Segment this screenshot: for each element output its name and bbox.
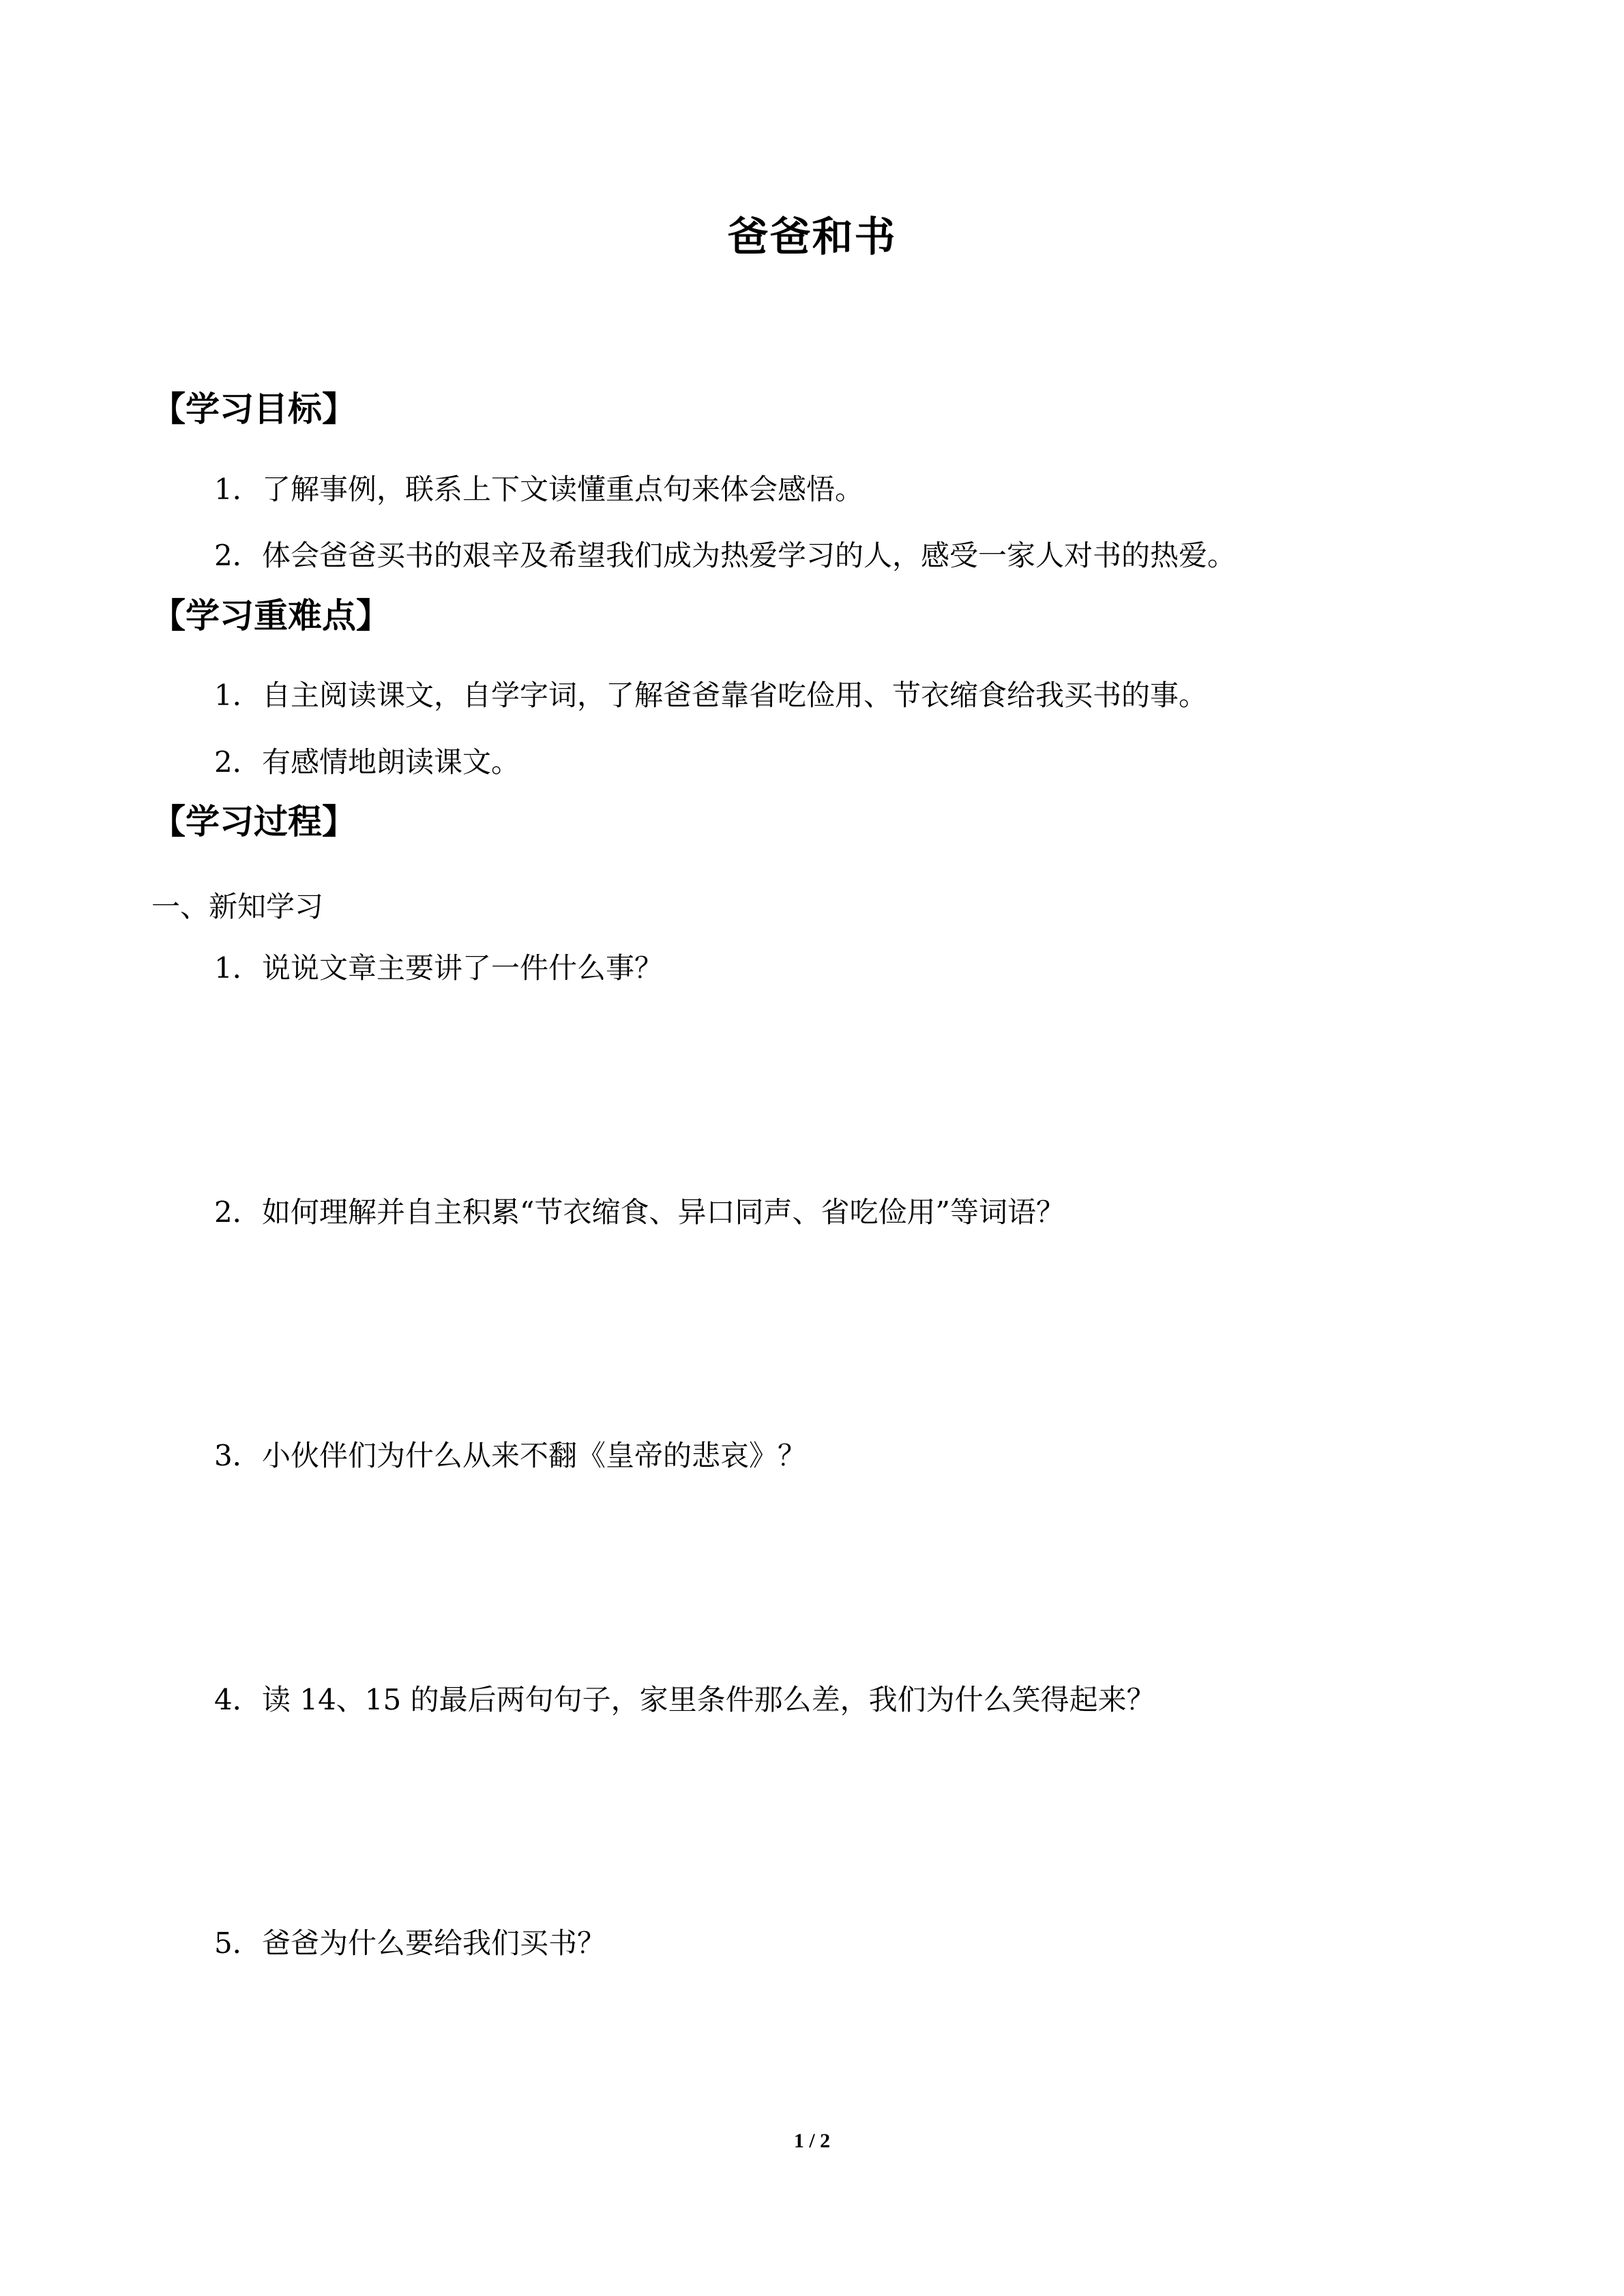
document-title: 爸爸和书 xyxy=(727,213,897,261)
section-heading-key-points: 【学习重难点】 xyxy=(151,596,390,636)
item-number: 2． xyxy=(214,539,261,572)
question-text: 爸爸为什么要给我们买书？ xyxy=(262,1926,606,1960)
question-text: 说说文章主要讲了一件什么事？ xyxy=(262,951,664,985)
objective-item xyxy=(214,469,863,510)
objective-item xyxy=(214,535,1236,576)
subsection-title: 一、新知学习 xyxy=(151,890,324,923)
question-number: 3． xyxy=(214,1439,261,1472)
question-item xyxy=(214,948,663,989)
question-item xyxy=(214,1680,1155,1720)
question-number: 2． xyxy=(214,1195,261,1229)
item-number: 1． xyxy=(214,679,261,712)
question-number: 1． xyxy=(214,951,261,985)
question-text: 读 14、15 的最后两句句子，家里条件那么差，我们为什么笑得起来？ xyxy=(262,1683,1155,1716)
question-number: 5． xyxy=(214,1926,261,1960)
section-heading-objectives: 【学习目标】 xyxy=(151,389,356,429)
question-text: 如何理解并自主积累“节衣缩食、异口同声、省吃俭用”等词语？ xyxy=(262,1195,1065,1229)
question-item xyxy=(214,1435,806,1476)
key-point-item xyxy=(214,742,520,783)
item-text: 自主阅读课文，自学字词，了解爸爸靠省吃俭用、节衣缩食给我买书的事。 xyxy=(262,679,1208,712)
item-text: 体会爸爸买书的艰辛及希望我们成为热爱学习的人，感受一家人对书的热爱。 xyxy=(262,539,1237,572)
question-item xyxy=(214,1192,1065,1233)
item-number: 2． xyxy=(214,745,261,779)
page-number: 1 / 2 xyxy=(793,2130,831,2152)
section-heading-process: 【学习过程】 xyxy=(151,802,356,841)
item-number: 1． xyxy=(214,473,261,506)
item-text: 有感情地朗读课文。 xyxy=(262,745,520,779)
question-text: 小伙伴们为什么从来不翻《皇帝的悲哀》？ xyxy=(262,1439,807,1472)
key-point-item xyxy=(214,675,1207,716)
question-number: 4． xyxy=(214,1683,261,1716)
item-text: 了解事例，联系上下文读懂重点句来体会感悟。 xyxy=(262,473,864,506)
question-item xyxy=(214,1923,606,1964)
